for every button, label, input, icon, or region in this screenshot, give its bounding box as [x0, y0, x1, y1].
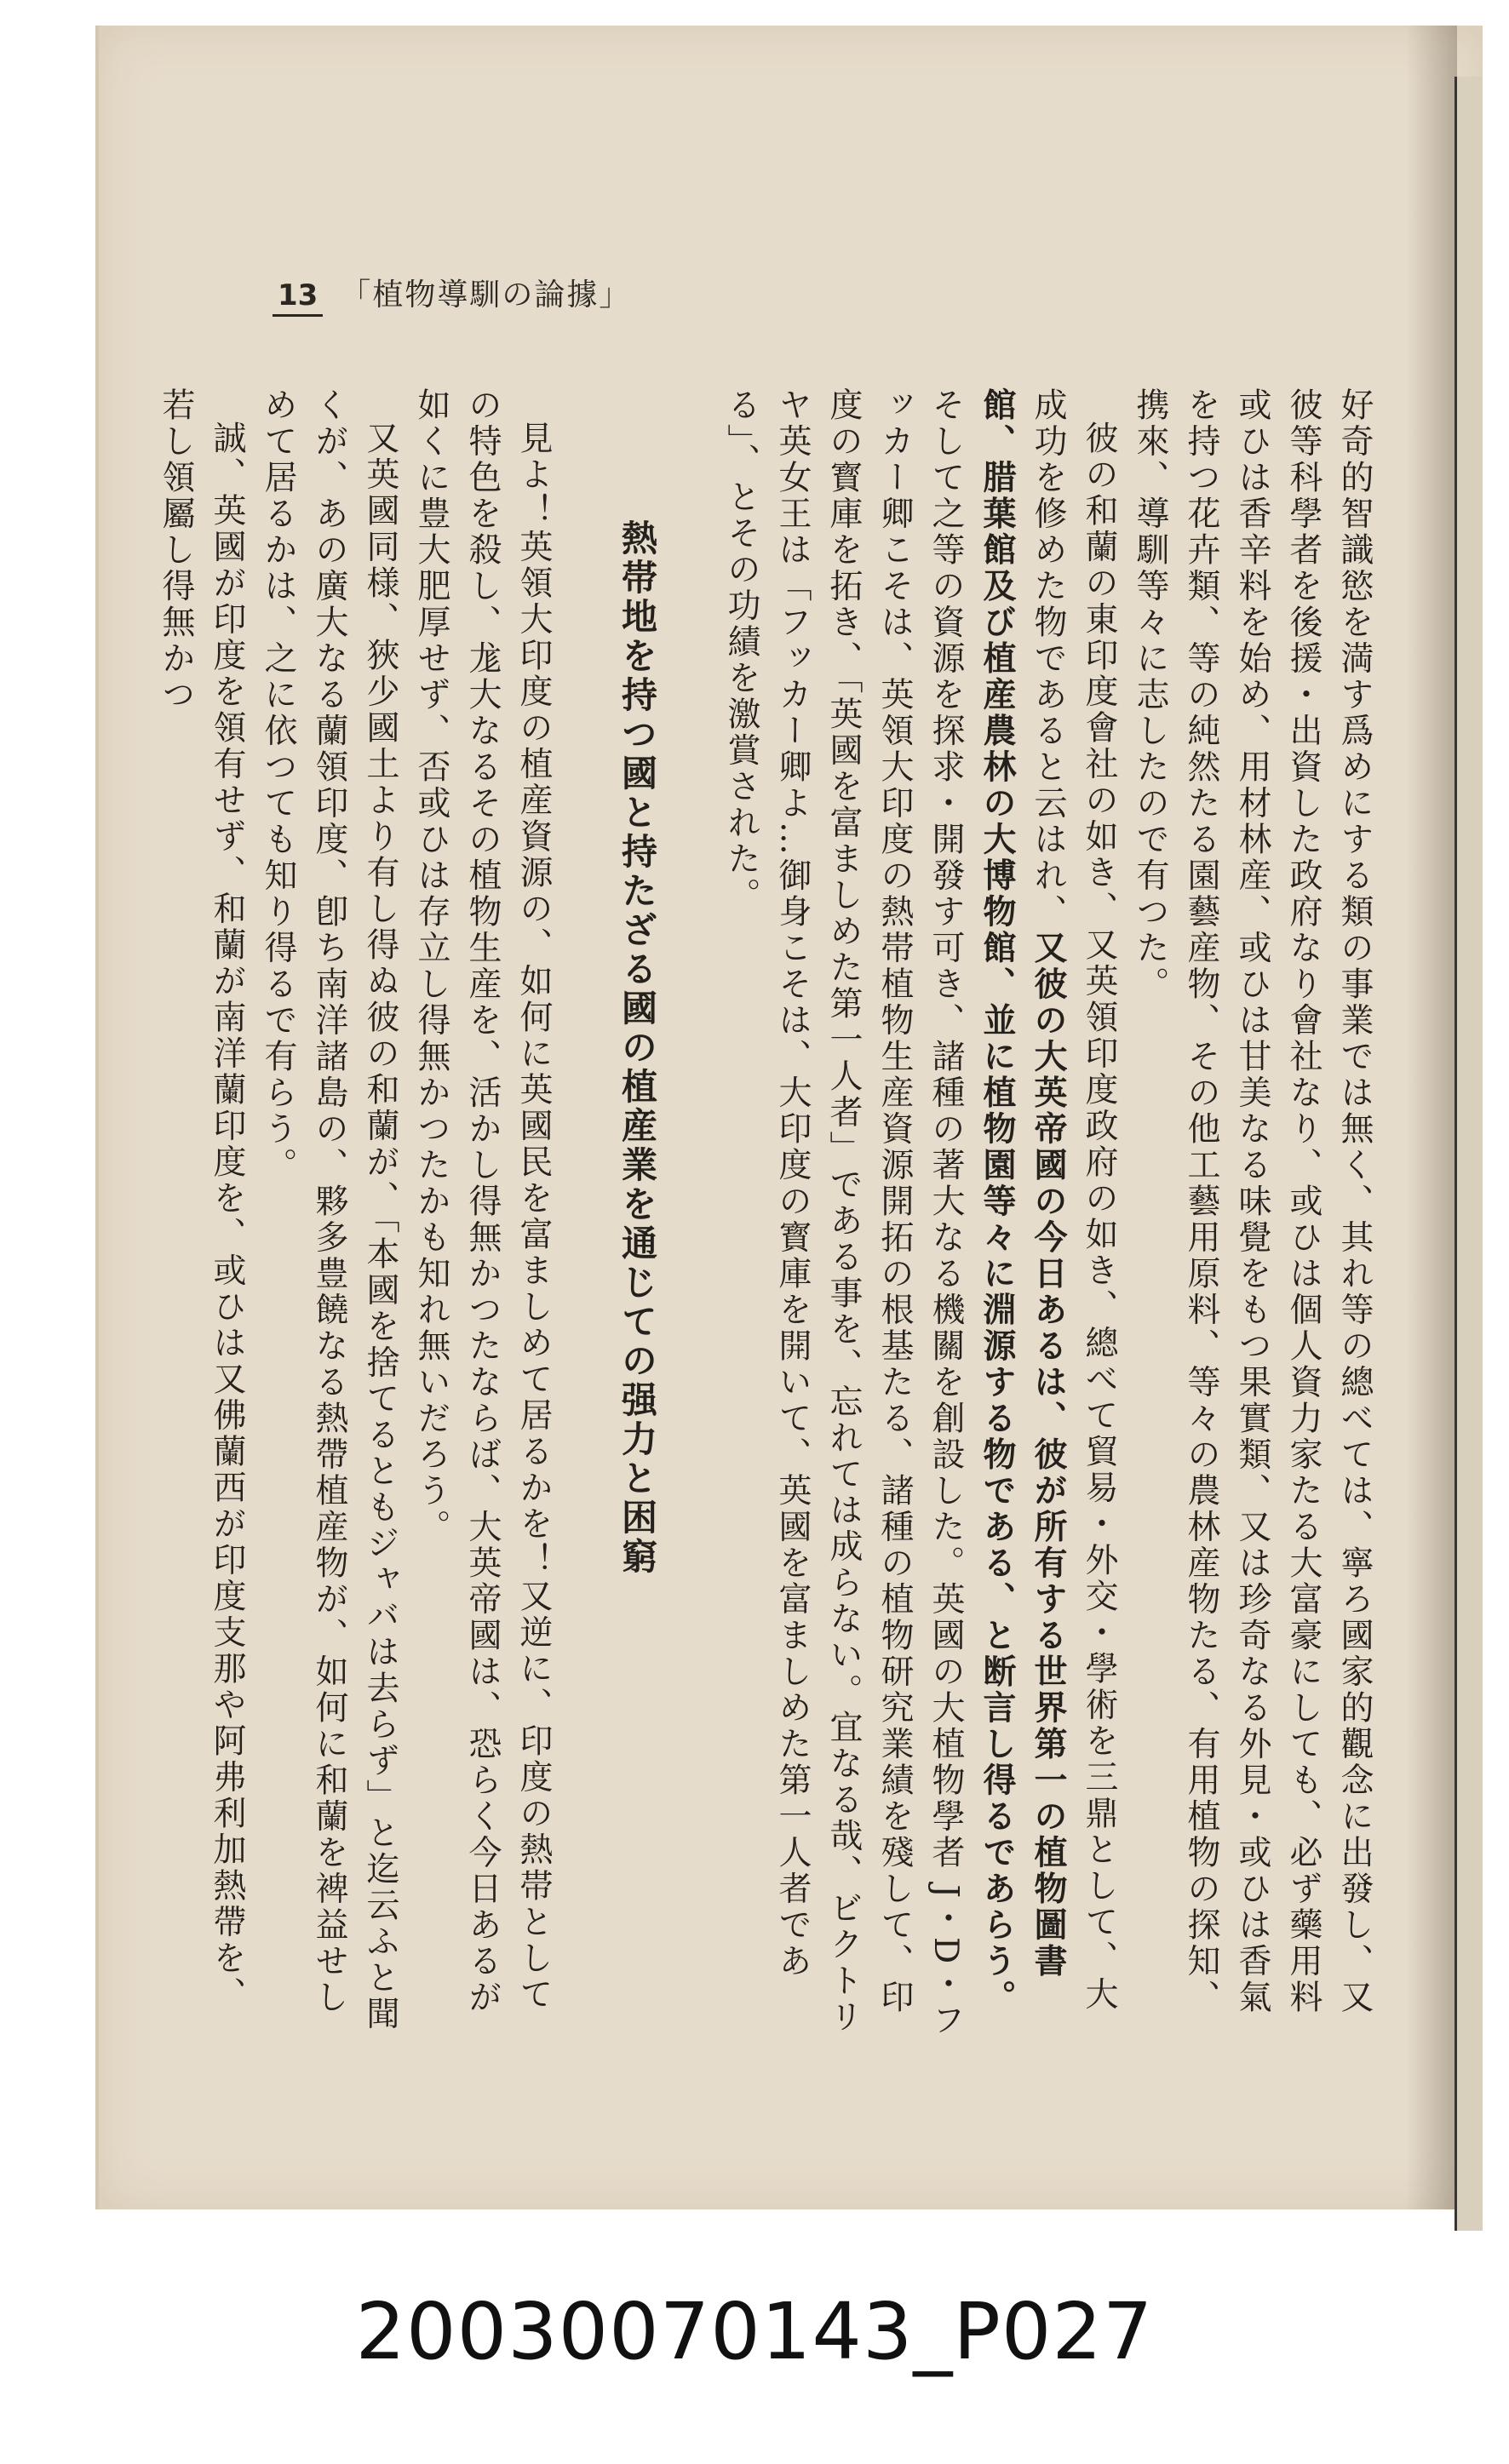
paragraph-2-text-a: 彼の和蘭の東印度會社の如き、又英領印度政府の如き、總べて貿易・外交・學術を三鼎として、大成功を修めた物であると云はれ、 — [1029, 387, 1118, 2013]
paragraph-2 — [715, 387, 1124, 2048]
paragraph-1 — [1124, 387, 1380, 2048]
paragraph-1-text: 好奇的智識慾を満す爲めにする類の事業では無く、其れ等の總べては、寧ろ國家的觀念に出發し、又彼等科學者を後援・出資した政府なり會社なり、或ひは個人資力家たる大富豪にしても、必ず藥用料或ひは香辛料を始め、用材林産、或ひは甘美なる味覺をもつ果實類、又は珍奇なる外見・或ひは香氣を持つ花卉類、等の純然たる園藝産物、その他工藝用原料、等々の農林産物たる、有用植物の探知、携來、導馴等々に志したので有つた。 — [1131, 387, 1374, 2016]
paragraph-2-text-c: そして之等の資源を探求・開發す可き、諸種の著大なる機關を創設した。英國の大植物學者 J・D・フッカー卿こそは、英領大印度の熱帯植物生産資源開拓の根基たる、諸種の植物研究業績を殘して、印度の寳庫を拓き、「英國を富ましめた第一人者」である事を、忘れては成らない。宜なる哉、ビクトリヤ英女王は「フッカー卿よ…御身こそは、大印度の寳庫を開いて、英國を富ましめた第一人者である」、とその功績を激賞された。 — [722, 387, 965, 2039]
paragraph-2-emphasis: 又彼の大英帝國の今日あるは、彼が所有する世界第一の植物圖書館、腊葉館及び植産農林の大博物館、並に植物園等々に淵源する物である、と断言し得るであらう。 — [978, 387, 1067, 2016]
paragraph-4 — [252, 387, 405, 2048]
page-number: 13 — [273, 278, 323, 317]
paragraph-3-text: 見よ！英領大印度の植産資源の、如何に英國民を富ましめて居るかを！又逆に、印度の熱帯としての特色を殺し、尨大なるその植物生産を、活かし得無かつたならば、大英帝國は、恐らく今日あるが如くに豊大肥厚せず、否或ひは存立し得無かつたかも知れ無いだろう。 — [412, 387, 553, 2016]
gutter-shadow — [1406, 26, 1457, 2209]
paragraph-5 — [150, 387, 252, 2048]
running-title: 「植物導馴の論據」 — [340, 278, 632, 312]
image-id-caption: 20030070143_P027 — [355, 2286, 1154, 2377]
paragraph-5-text: 誠、英國が印度を領有せず、和蘭が南洋蘭印度を、或ひは又佛蘭西が印度支那や阿弗利加熱帶を、若し領屬し得無かつ — [157, 387, 246, 2013]
next-page-edge — [1454, 77, 1483, 2231]
section-heading: 熱帯地を持つ國と持たざる國の植産業を通じての强力と困窮 — [617, 519, 658, 1577]
vertical-text-block — [157, 387, 1380, 2048]
paragraph-4-text: 又英國同様、狹少國土より有し得ぬ彼の和蘭が、「本國を捨てるともジャバは去らず」と迄云ふと聞くが、あの廣大なる蘭領印度、卽ち南洋諸島の、夥多豊饒なる熱帶植産物が、如何に和蘭を裨益せしめて居るかは、之に依つても知り得るで有らう。 — [259, 387, 399, 2032]
paragraph-3 — [405, 387, 559, 2048]
page-header — [273, 271, 631, 317]
